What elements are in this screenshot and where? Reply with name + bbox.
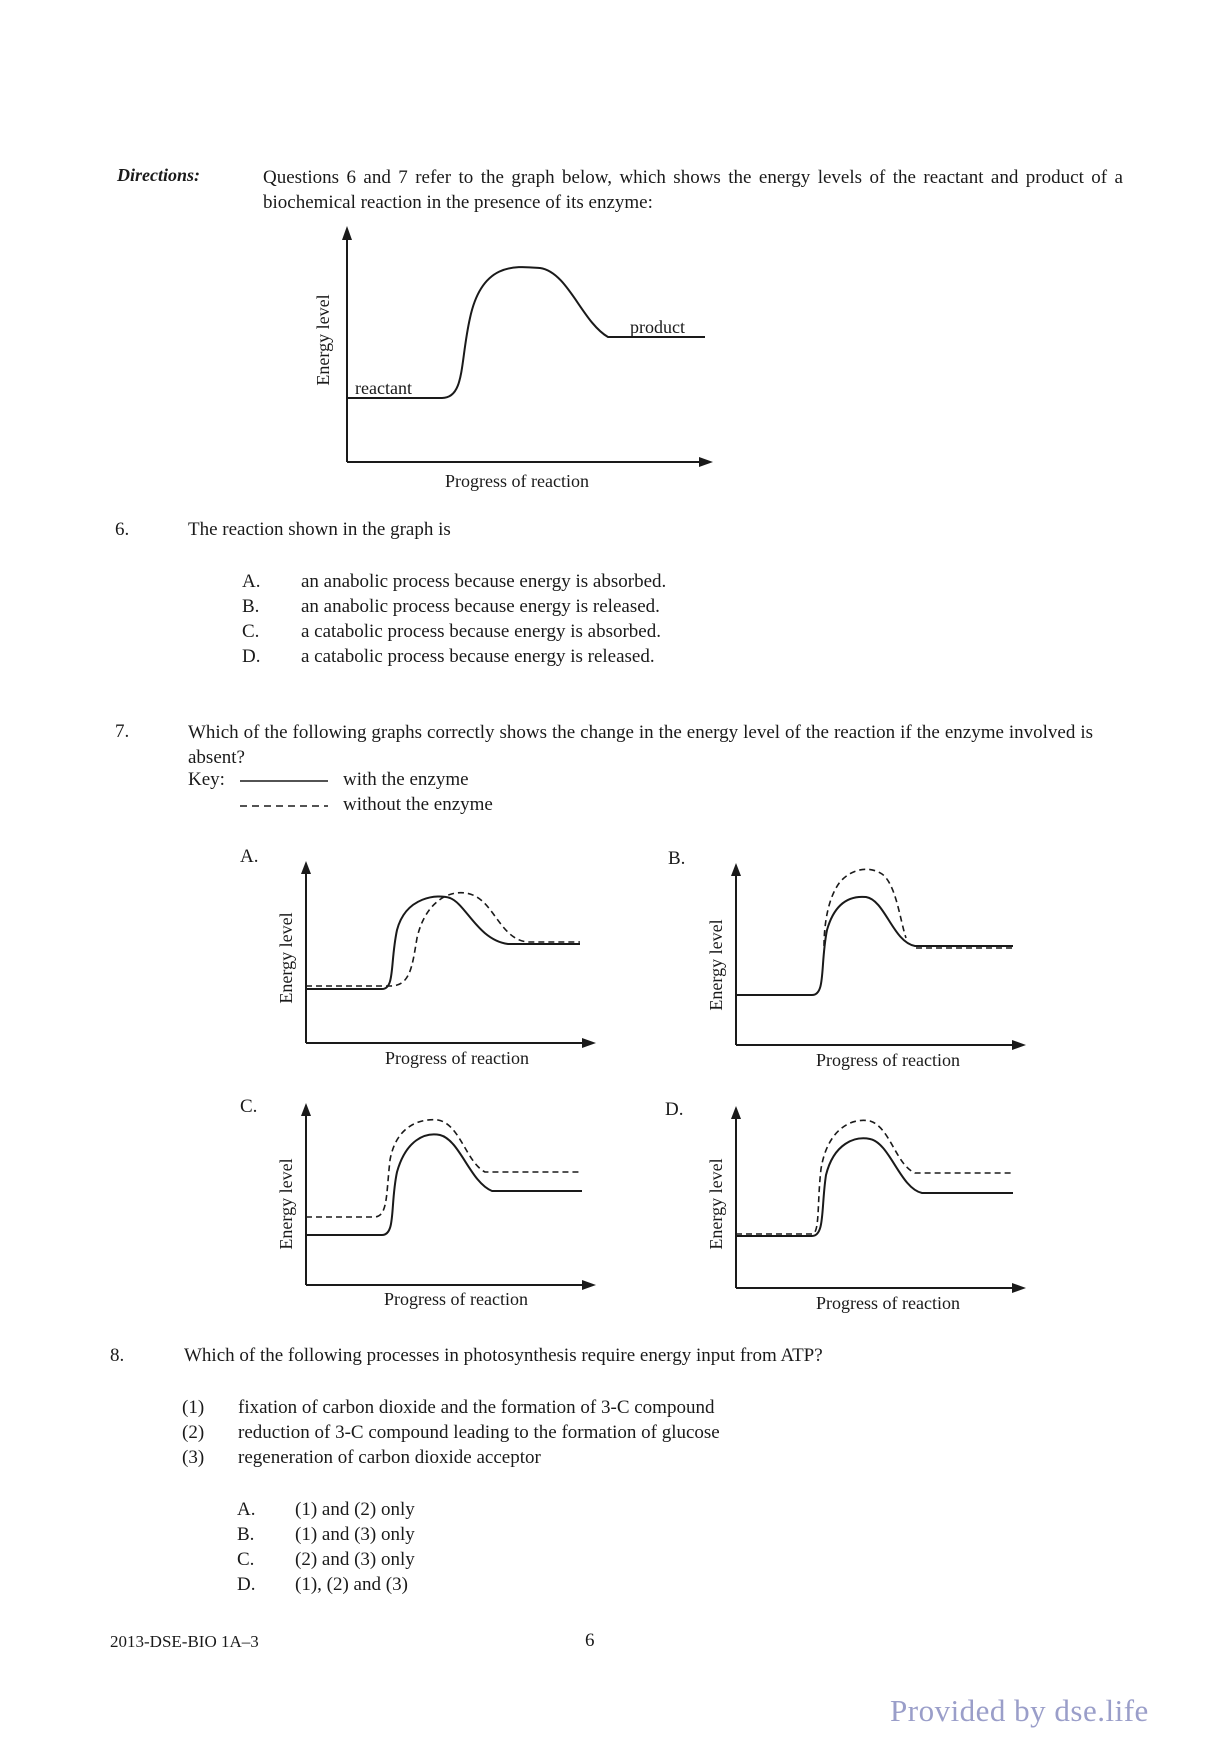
q8-option-d-text: (1), (2) and (3) [295, 1574, 408, 1595]
graph-c-without-enzyme-curve [306, 1120, 582, 1217]
graph-a-letter: A. [240, 846, 259, 867]
q6-option-a-text: an anabolic process because energy is absorbed. [301, 571, 667, 592]
directions-label: Directions: [117, 165, 200, 185]
q8-option-d-letter: D. [237, 1574, 256, 1595]
q8-statement-2-text: reduction of 3-C compound leading to the formation of glucose [238, 1422, 720, 1443]
key-with-enzyme: with the enzyme [343, 769, 469, 790]
q6-option-a-letter: A. [242, 571, 261, 592]
q8-statement-3-text: regeneration of carbon dioxide acceptor [238, 1447, 541, 1468]
directions-text: Questions 6 and 7 refer to the graph below, which shows the energy levels of the reactant and product of a biochemical reaction in the presence of its enzyme: [263, 167, 1123, 213]
graph-b-letter: B. [668, 848, 686, 869]
q8-option-c-letter: C. [237, 1549, 255, 1570]
graph-b-without-enzyme-curve [824, 869, 906, 946]
x-axis-label: Progress of reaction [445, 471, 589, 491]
q8-option-a-letter: A. [237, 1499, 256, 1520]
q8-option-a-text: (1) and (2) only [295, 1499, 415, 1520]
key-solid-line [238, 778, 330, 784]
q6-number: 6. [115, 519, 130, 540]
y-axis-arrow [342, 226, 352, 240]
graph-d-letter: D. [665, 1099, 684, 1120]
graph-c-with-enzyme-curve [306, 1134, 582, 1235]
q6-option-d-letter: D. [242, 646, 261, 667]
graph-d [700, 1103, 1030, 1318]
q6-option-c-letter: C. [242, 621, 260, 642]
q8-statement-1-text: fixation of carbon dioxide and the formation of 3-C compound [238, 1397, 715, 1418]
q8-statement-1-num: (1) [182, 1397, 205, 1418]
graph-d-y-label: Energy level [706, 1158, 726, 1250]
graph-b [700, 860, 1030, 1075]
graph-a-x-label: Progress of reaction [385, 1048, 529, 1068]
graph-a-without-enzyme-curve [306, 893, 580, 986]
graph-c-letter: C. [240, 1096, 258, 1117]
watermark-link[interactable]: Provided by dse.life [890, 1693, 1149, 1728]
q8-option-b-letter: B. [237, 1524, 255, 1545]
y-axis-label: Energy level [313, 294, 333, 386]
key-label: Key: [188, 769, 225, 790]
graph-d-with-enzyme-curve [736, 1138, 1013, 1236]
q7-stem: Which of the following graphs correctly shows the change in the energy level of the reaction if the enzyme involved is absent? [188, 722, 1093, 768]
graph-a-y-label: Energy level [276, 912, 296, 1004]
key-dashed-line [238, 803, 330, 809]
q8-option-c-text: (2) and (3) only [295, 1549, 415, 1570]
q8-statement-3-num: (3) [182, 1447, 205, 1468]
graph-c [270, 1100, 600, 1315]
q8-statement-2-num: (2) [182, 1422, 205, 1443]
graph-a [270, 858, 600, 1073]
exam-code: 2013-DSE-BIO 1A–3 [110, 1632, 259, 1651]
q8-stem: Which of the following processes in photosynthesis require energy input from ATP? [184, 1345, 823, 1366]
graph-c-x-label: Progress of reaction [384, 1289, 528, 1309]
q8-number: 8. [110, 1345, 125, 1366]
graph-c-y-label: Energy level [276, 1158, 296, 1250]
graph-d-without-enzyme-curve [736, 1120, 1013, 1234]
main-energy-graph [300, 222, 760, 497]
q6-option-b-letter: B. [242, 596, 260, 617]
q8-option-b-text: (1) and (3) only [295, 1524, 415, 1545]
graph-b-y-label: Energy level [706, 919, 726, 1011]
q6-option-c-text: a catabolic process because energy is absorbed. [301, 621, 661, 642]
page-number: 6 [585, 1630, 595, 1651]
graph-d-x-label: Progress of reaction [816, 1293, 960, 1313]
product-label: product [630, 317, 685, 337]
q6-option-b-text: an anabolic process because energy is released. [301, 596, 660, 617]
q7-number: 7. [115, 721, 130, 742]
graph-b-with-enzyme-curve [736, 897, 1013, 995]
x-axis-arrow [699, 457, 713, 467]
key-without-enzyme: without the enzyme [343, 794, 493, 815]
q6-option-d-text: a catabolic process because energy is released. [301, 646, 655, 667]
q6-stem: The reaction shown in the graph is [188, 519, 451, 540]
reactant-label: reactant [355, 378, 412, 398]
graph-b-x-label: Progress of reaction [816, 1050, 960, 1070]
